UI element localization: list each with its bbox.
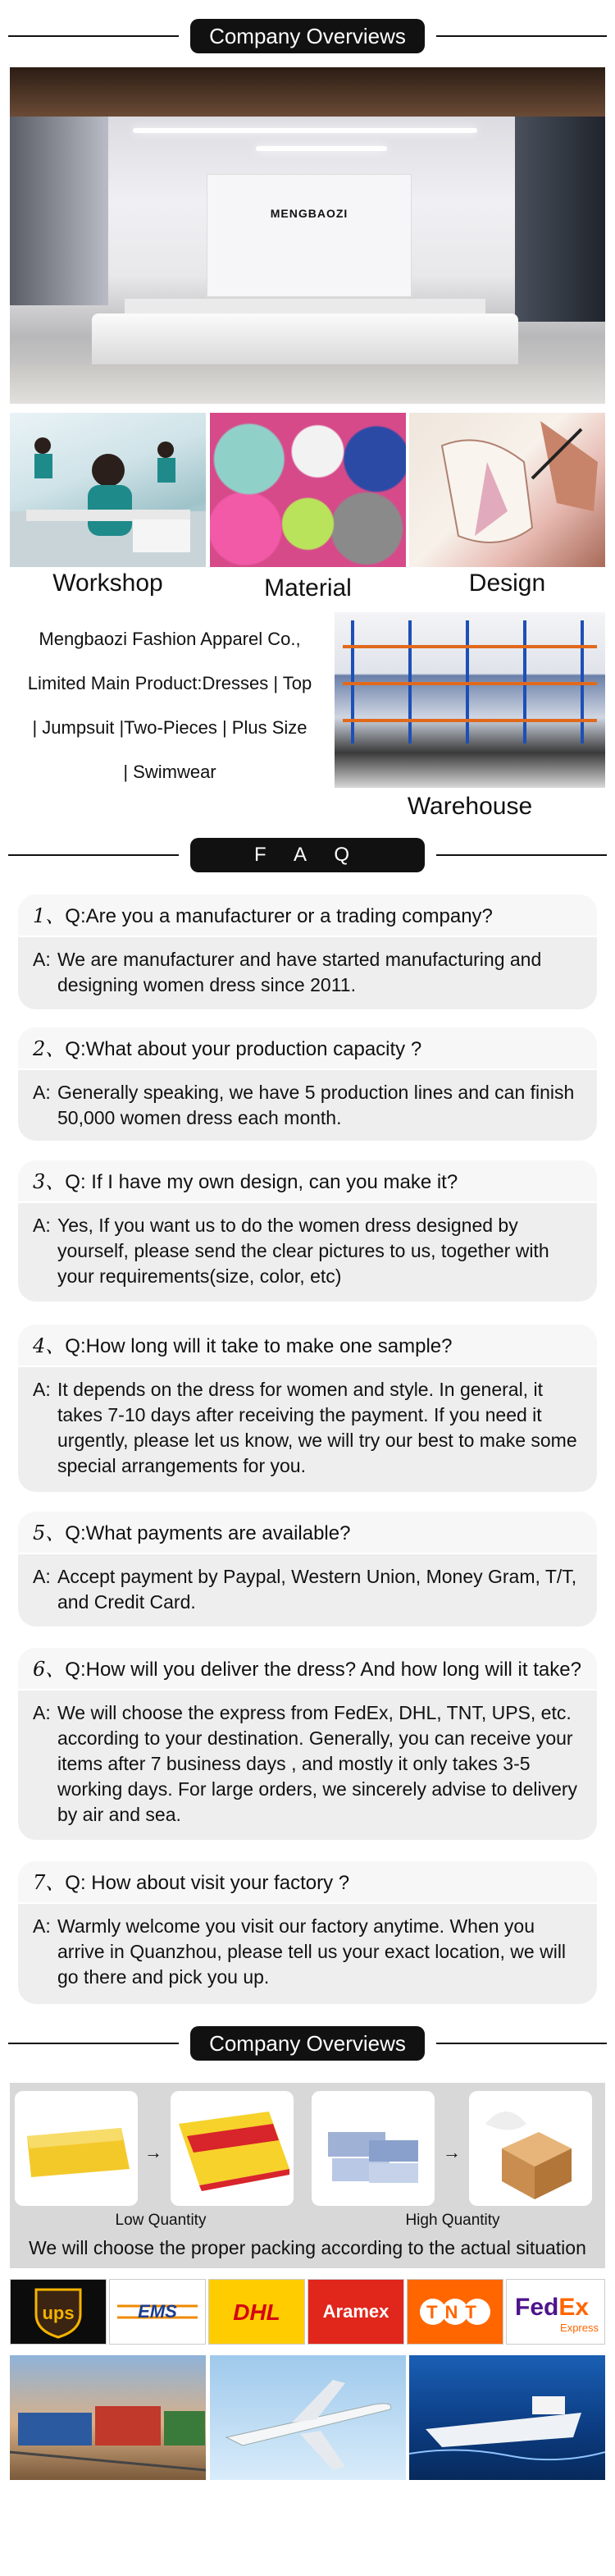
faq-question (18, 1325, 597, 1367)
faq-answer-text: Generally speaking, we have 5 production lines and can finish 50,000 women dress each month. (57, 1082, 575, 1128)
faq-question-text: Q: How about visit your factory ? (65, 1872, 350, 1894)
svg-text:FedEx: FedEx (514, 2294, 589, 2321)
section-title: Company Overviews (190, 2026, 425, 2061)
faq-question-text: Q:How will you deliver the dress? And how long will it take? (65, 1659, 581, 1681)
faq-answer-text: We will choose the express from FedEx, DHL, TNT, UPS, etc. according to your destination. Generally, you can receive your items after 7 business days , and mostly it only takes 3-5 working days. For large orders, we sincerely advise to delivery by air and sea. (57, 1702, 578, 1825)
faq-item (18, 1861, 597, 2004)
faq-number: 2、 (33, 1037, 66, 1060)
faq-number: 7、 (33, 1871, 66, 1894)
material-photo (210, 413, 406, 567)
tnt-logo (407, 2279, 503, 2345)
faq-question (18, 1861, 597, 1904)
faq-question-text: Q:Are you a manufacturer or a trading company? (65, 905, 493, 927)
svg-text:TNT: TNT (426, 2302, 484, 2322)
faq-answer-text: Yes, If you want us to do the women dress designed by yourself, please send the clear pictures to us, together with your requirements(size, color, etc) (57, 1215, 549, 1287)
faq-number: 6、 (33, 1658, 66, 1681)
ups-logo (10, 2279, 107, 2345)
packing-folded-clothes-image (312, 2091, 435, 2206)
workshop-photo (10, 413, 206, 567)
faq-answer (18, 1904, 597, 2003)
faq-question (18, 1027, 597, 1070)
faq-number: 4、 (33, 1334, 66, 1357)
freight-train-photo (10, 2355, 206, 2480)
faq-question-text: Q:What about your production capacity ? (65, 1038, 422, 1060)
faq-number: 1、 (33, 904, 66, 927)
caption-workshop: Workshop (52, 570, 163, 597)
svg-text:EMS: EMS (138, 2301, 177, 2322)
faq-answer-label: A: (33, 1379, 51, 1400)
faq-answer-text: Accept payment by Paypal, Western Union, Money Gram, T/T, and Credit Card. (57, 1566, 577, 1613)
faq-answer-text: It depends on the dress for women and style. In general, it takes 7-10 days after receiving the payment. If you need it urgently, please let us know, we will try our best to make some special arrangements for you. (57, 1379, 577, 1476)
arrow-icon: → (144, 2142, 162, 2162)
divider-line (8, 35, 179, 37)
cargo-ship-photo (409, 2355, 605, 2480)
faq-answer-label: A: (33, 949, 51, 970)
high-quantity-label: High Quantity (405, 2212, 500, 2229)
divider-line (436, 2043, 607, 2044)
faq-question (18, 895, 597, 937)
faq-answer (18, 1070, 597, 1144)
faq-item (18, 1512, 597, 1627)
divider-line (8, 2043, 179, 2044)
faq-item (18, 895, 597, 1009)
faq-answer-label: A: (33, 1702, 51, 1723)
faq-question (18, 1648, 597, 1691)
packing-bag-image (15, 2091, 138, 2206)
low-quantity-label: Low Quantity (115, 2212, 207, 2229)
faq-question-text: Q: If I have my own design, can you make it? (65, 1171, 458, 1193)
divider-line (8, 854, 179, 856)
faq-number: 5、 (33, 1521, 66, 1544)
about-line: Limited Main Product:Dresses | Top (27, 673, 312, 693)
packing-note: We will choose the proper packing according to the actual situation (29, 2237, 586, 2258)
faq-item (18, 1325, 597, 1492)
airplane-photo (210, 2355, 406, 2480)
caption-material: Material (264, 574, 352, 602)
packing-panel (10, 2083, 605, 2268)
fedex-logo (506, 2279, 605, 2345)
caption-warehouse: Warehouse (407, 793, 533, 820)
company-lobby-photo (10, 67, 605, 404)
svg-text:DHL: DHL (233, 2299, 280, 2325)
faq-question (18, 1160, 597, 1203)
section-title: Company Overviews (190, 19, 425, 53)
faq-question-text: Q:What payments are available? (65, 1522, 351, 1544)
faq-answer-text: Warmly welcome you visit our factory anytime. When you arrive in Quanzhou, please tell us your exact location, we will go there and pick you up. (57, 1915, 567, 1988)
svg-text:ups: ups (42, 2303, 75, 2323)
faq-number: 3、 (33, 1170, 66, 1193)
about-line: | Swimwear (123, 762, 216, 782)
faq-answer-text: We are manufacturer and have started manufacturing and designing women dress since 2011. (57, 949, 542, 995)
packing-envelope-image (171, 2091, 294, 2206)
ems-logo (109, 2279, 206, 2345)
faq-answer (18, 1691, 597, 1841)
faq-item (18, 1027, 597, 1141)
about-line: | Jumpsuit |Two-Pieces | Plus Size (32, 717, 308, 738)
faq-question (18, 1512, 597, 1554)
faq-answer (18, 1367, 597, 1492)
caption-design: Design (468, 570, 546, 597)
faq-item (18, 1160, 597, 1302)
warehouse-photo (335, 612, 605, 788)
section-title: F A Q (190, 838, 425, 872)
divider-line (436, 854, 607, 856)
dhl-logo (208, 2279, 305, 2345)
company-about-text (11, 617, 328, 794)
faq-answer-label: A: (33, 1566, 51, 1587)
faq-answer-label: A: (33, 1915, 51, 1937)
design-photo (409, 413, 605, 567)
faq-answer (18, 1203, 597, 1302)
faq-question-text: Q:How long will it take to make one sample? (65, 1335, 453, 1357)
svg-text:Aramex: Aramex (322, 2301, 390, 2322)
svg-text:Express: Express (559, 2322, 599, 2334)
company-sign: MENGBAOZI (270, 207, 348, 220)
about-line: Mengbaozi Fashion Apparel Co., (39, 629, 301, 649)
faq-answer-label: A: (33, 1215, 51, 1236)
aramex-logo (308, 2279, 404, 2345)
faq-answer (18, 1554, 597, 1628)
section-header-company-overviews (8, 16, 607, 56)
section-header-company-overviews (8, 2024, 607, 2063)
section-header-faq (8, 835, 607, 875)
faq-answer (18, 937, 597, 1011)
faq-item (18, 1648, 597, 1840)
faq-answer-label: A: (33, 1082, 51, 1103)
arrow-icon: → (443, 2142, 461, 2162)
divider-line (436, 35, 607, 37)
packing-carton-image (469, 2091, 592, 2206)
